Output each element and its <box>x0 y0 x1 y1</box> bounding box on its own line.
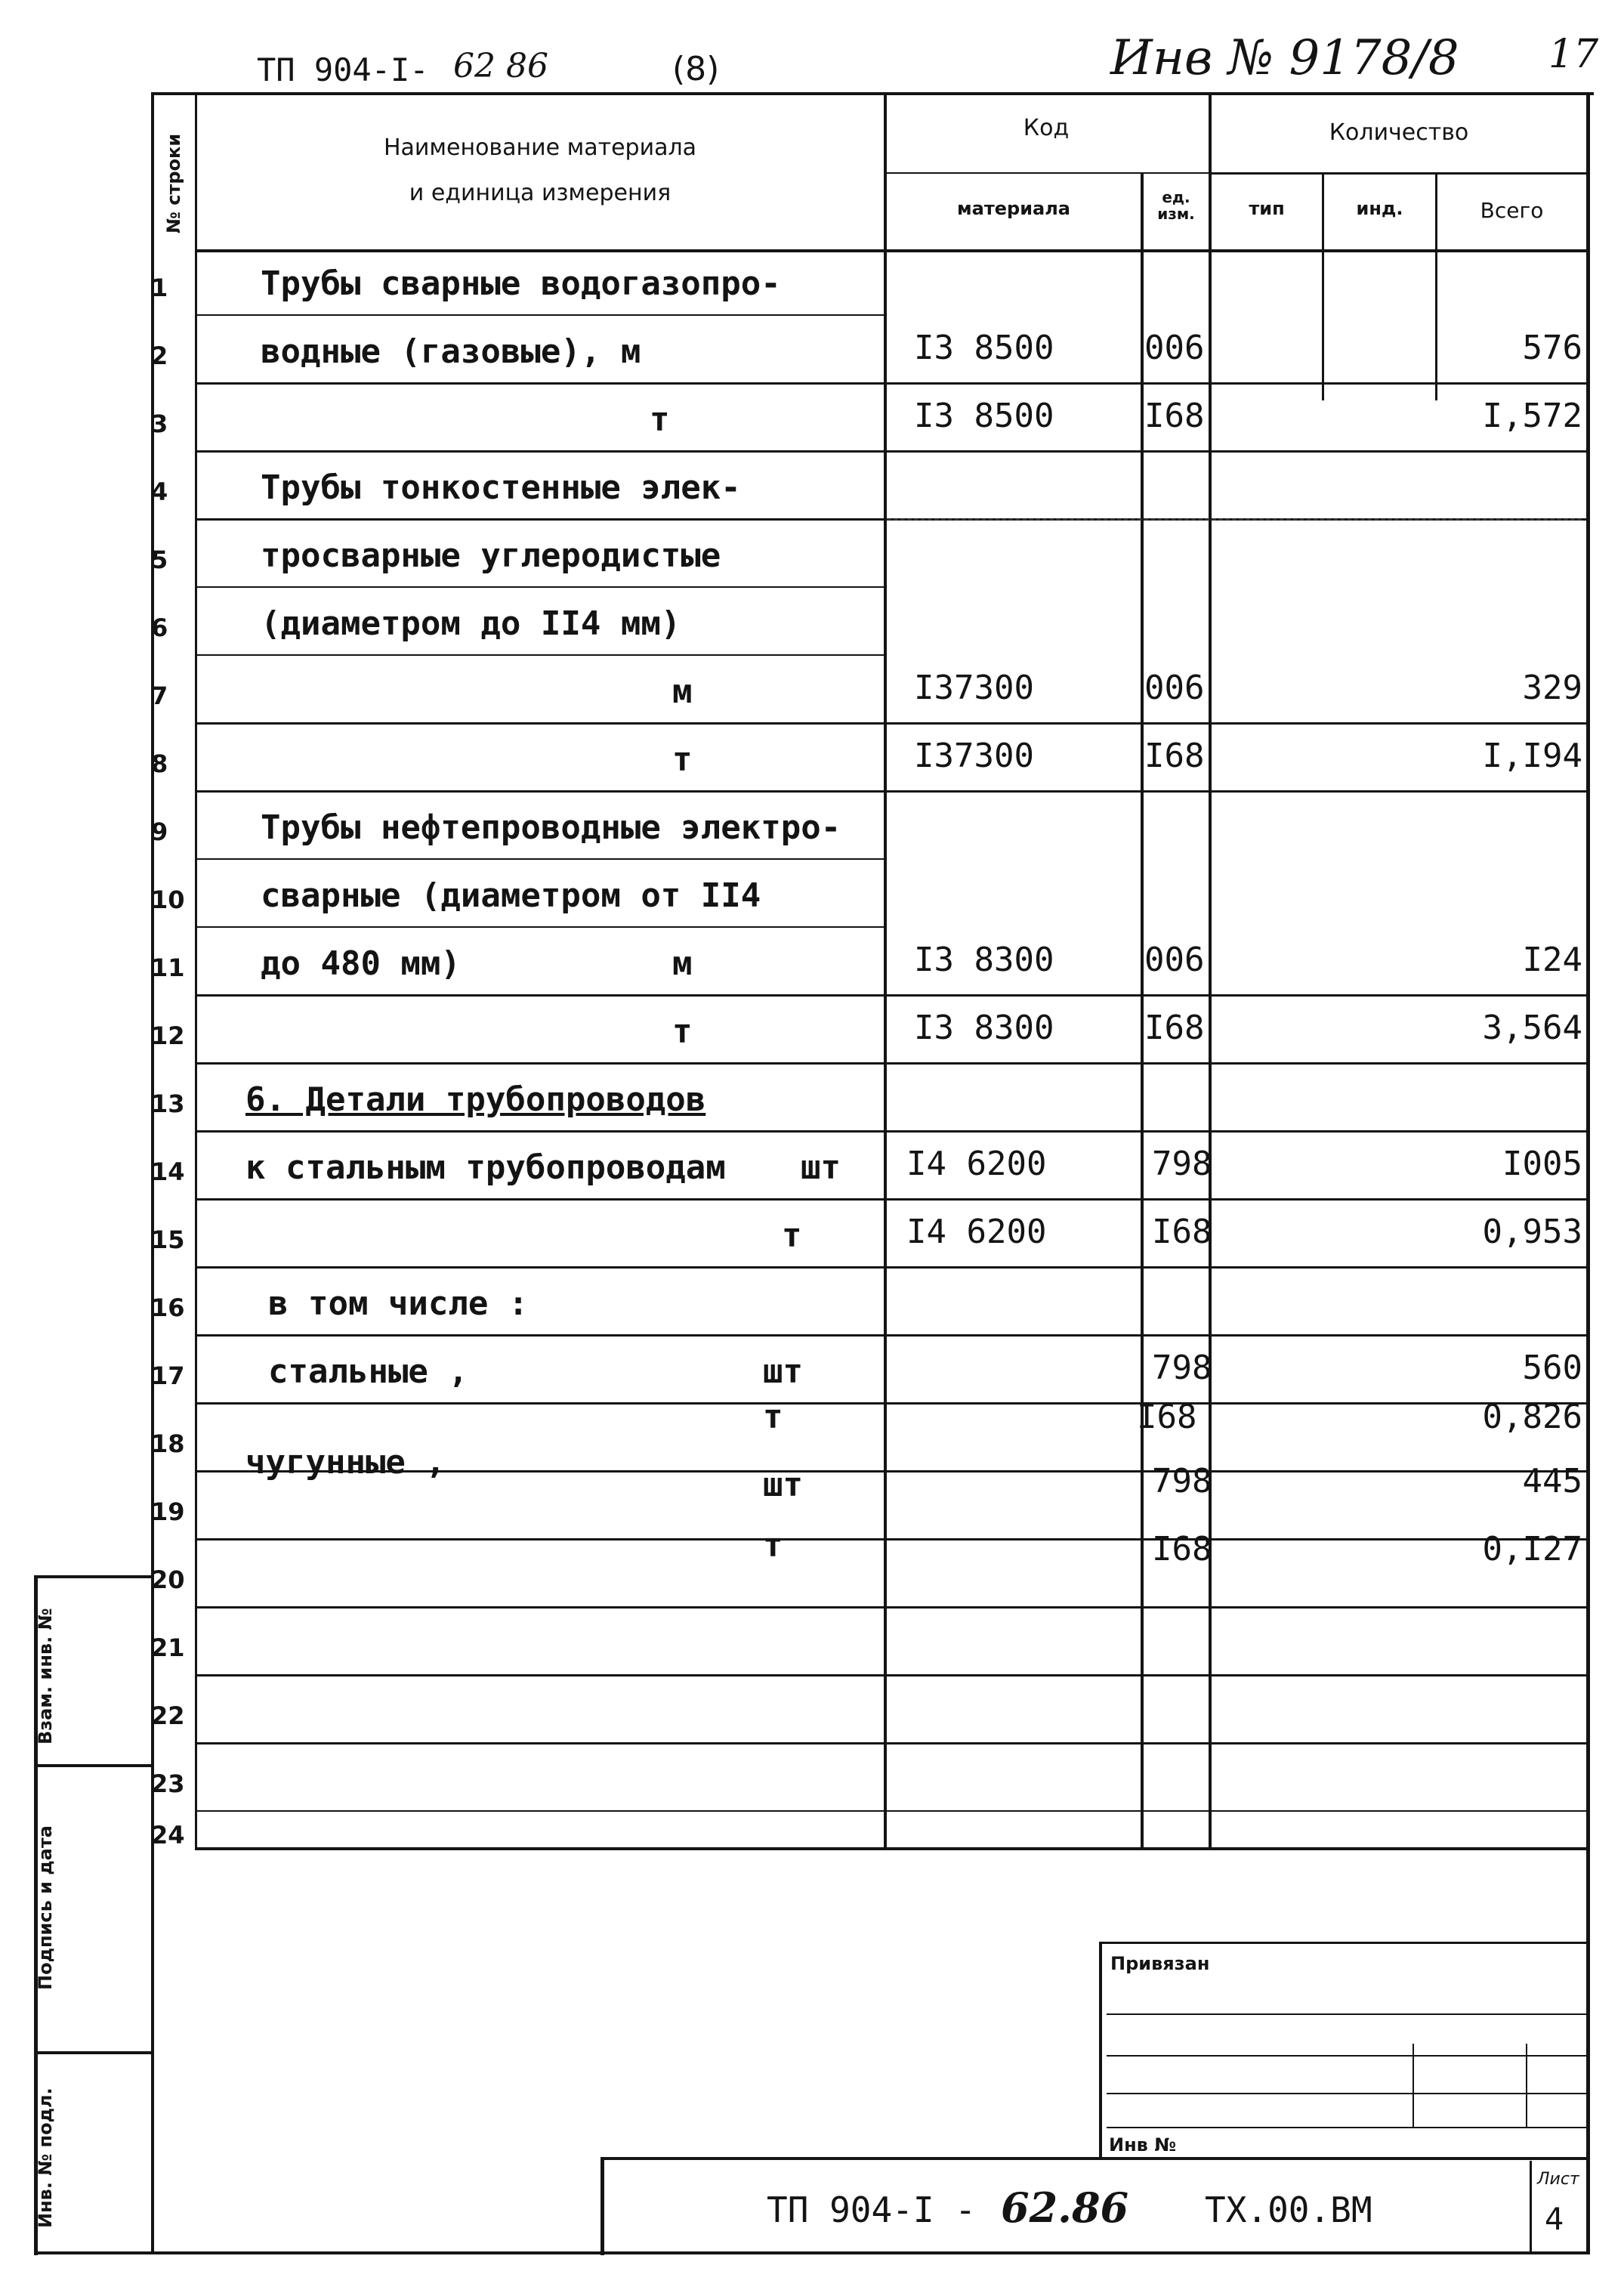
row-number: 23 <box>151 1769 185 1798</box>
material-code: I3 8300 <box>914 1009 1054 1047</box>
unit-code: I68 <box>1144 737 1205 775</box>
material-name: до 480 мм) <box>261 944 461 983</box>
unit-code: I68 <box>1144 1009 1205 1047</box>
material-unit: шт <box>763 1352 803 1391</box>
quantity-total: 0,953 <box>1482 1213 1582 1251</box>
row-number: 15 <box>151 1225 185 1254</box>
quantity-total: 0,826 <box>1482 1398 1582 1436</box>
quantity-total: I24 <box>1522 941 1582 979</box>
side-label-signature-date: Подпись и дата <box>35 1825 56 1990</box>
row-number: 17 <box>151 1361 185 1390</box>
material-unit: м <box>672 672 693 711</box>
material-name: сварные (диаметром от II4 <box>261 876 761 915</box>
quantity-total: 560 <box>1522 1349 1582 1387</box>
row-number: 14 <box>151 1157 185 1186</box>
header-qty-type: тип <box>1249 198 1285 219</box>
unit-code: 006 <box>1144 941 1205 979</box>
row-number: 19 <box>151 1497 185 1526</box>
sheet-index: (8) <box>672 50 720 88</box>
material-name: стальные , <box>268 1352 468 1391</box>
row-number: 13 <box>151 1089 185 1118</box>
header-code-material: материала <box>957 198 1070 219</box>
material-name: в том числе : <box>268 1284 529 1323</box>
material-unit: м <box>672 944 693 983</box>
quantity-total: I,572 <box>1482 397 1582 435</box>
material-code: I3 8500 <box>914 329 1054 367</box>
inventory-number-label: Инв № <box>1109 2134 1177 2155</box>
material-name: водные (газовые), м <box>261 332 641 371</box>
row-number: 1 <box>151 273 168 302</box>
row-number: 24 <box>151 1821 185 1850</box>
material-unit: т <box>650 400 670 439</box>
material-code: I3 8500 <box>914 397 1054 435</box>
unit-code: I68 <box>1152 1213 1212 1251</box>
material-unit: т <box>782 1216 802 1255</box>
quantity-total: 3,564 <box>1482 1009 1582 1047</box>
row-number: 20 <box>151 1565 185 1594</box>
header-qty-total: Всего <box>1480 198 1544 223</box>
unit-code: I68 <box>1137 1398 1197 1436</box>
row-number: 3 <box>151 409 168 438</box>
unit-code: 006 <box>1144 669 1205 707</box>
quantity-total: 329 <box>1522 669 1582 707</box>
material-name: Трубы сварные водогазопро- <box>261 264 781 303</box>
material-unit: шт <box>763 1466 803 1504</box>
material-code: I4 6200 <box>906 1145 1047 1183</box>
material-code: I37300 <box>914 669 1034 707</box>
quantity-total: I005 <box>1502 1145 1582 1183</box>
material-unit: т <box>763 1526 783 1565</box>
row-number: 6 <box>151 613 168 642</box>
header-quantity: Количество <box>1329 119 1469 146</box>
doc-code-handwritten: 62.86 <box>1001 2183 1129 2232</box>
row-number: 2 <box>151 341 168 370</box>
unit-code: 006 <box>1144 329 1205 367</box>
header-code: Код <box>1023 115 1070 141</box>
material-name: чугунные , <box>245 1443 446 1482</box>
material-name: Трубы тонкостенные элек- <box>261 468 741 507</box>
row-number: 22 <box>151 1701 185 1730</box>
doc-code-right: ТХ.00.ВМ <box>1205 2189 1372 2230</box>
row-number: 21 <box>151 1633 185 1662</box>
row-number: 8 <box>151 749 168 778</box>
material-name: Трубы нефтепроводные электро- <box>261 808 841 847</box>
material-code: I37300 <box>914 737 1034 775</box>
header-name-line2: и единица измерения <box>409 180 672 206</box>
header-name-line1: Наименование материала <box>383 134 697 161</box>
side-label-original-inventory: Инв. № подл. <box>35 2087 56 2228</box>
section-heading: 6. Детали трубопроводов <box>245 1080 706 1119</box>
unit-code: 798 <box>1152 1145 1212 1183</box>
quantity-total: 0,I27 <box>1482 1530 1582 1568</box>
material-code: I4 6200 <box>906 1213 1047 1251</box>
row-number: 18 <box>151 1429 185 1458</box>
material-name: к стальным трубопроводам <box>245 1148 726 1187</box>
doc-code: ТП 904-I- <box>257 51 429 88</box>
material-unit: т <box>763 1398 783 1436</box>
attached-label: Привязан <box>1110 1953 1210 1974</box>
material-unit: т <box>672 740 693 779</box>
row-number: 4 <box>151 477 168 506</box>
material-name: (диаметром до II4 мм) <box>261 604 681 643</box>
unit-code: 798 <box>1152 1462 1212 1500</box>
doc-code-handwritten: 62 86 <box>453 47 548 85</box>
row-number: 12 <box>151 1021 185 1050</box>
row-number: 16 <box>151 1293 185 1322</box>
row-number: 11 <box>151 953 185 982</box>
row-number: 10 <box>151 885 185 914</box>
row-number: 5 <box>151 545 168 574</box>
unit-code: 798 <box>1152 1349 1212 1387</box>
sheet-label: Лист <box>1537 2170 1579 2189</box>
material-unit: шт <box>801 1148 841 1187</box>
quantity-total: I,I94 <box>1482 737 1582 775</box>
quantity-total: 445 <box>1522 1462 1582 1500</box>
header-row-number: № строки <box>163 133 184 233</box>
material-name: тросварные углеродистые <box>261 536 721 575</box>
header-code-unit: ед. изм. <box>1157 188 1195 223</box>
doc-code-left: ТП 904-I - <box>767 2189 976 2230</box>
quantity-total: 576 <box>1522 329 1582 367</box>
inventory-handwritten: Инв № 9178/8 <box>1110 30 1459 86</box>
row-number: 9 <box>151 817 168 846</box>
material-unit: т <box>672 1012 693 1051</box>
material-code: I3 8300 <box>914 941 1054 979</box>
row-number: 7 <box>151 681 168 710</box>
sheet-number: 4 <box>1545 2202 1564 2237</box>
header-qty-ind: инд. <box>1356 198 1403 219</box>
unit-code: I68 <box>1144 397 1205 435</box>
page-number-handwritten: 17 <box>1548 32 1599 77</box>
unit-code: I68 <box>1152 1530 1212 1568</box>
side-label-replaced-inventory: Взам. инв. № <box>35 1608 56 1744</box>
